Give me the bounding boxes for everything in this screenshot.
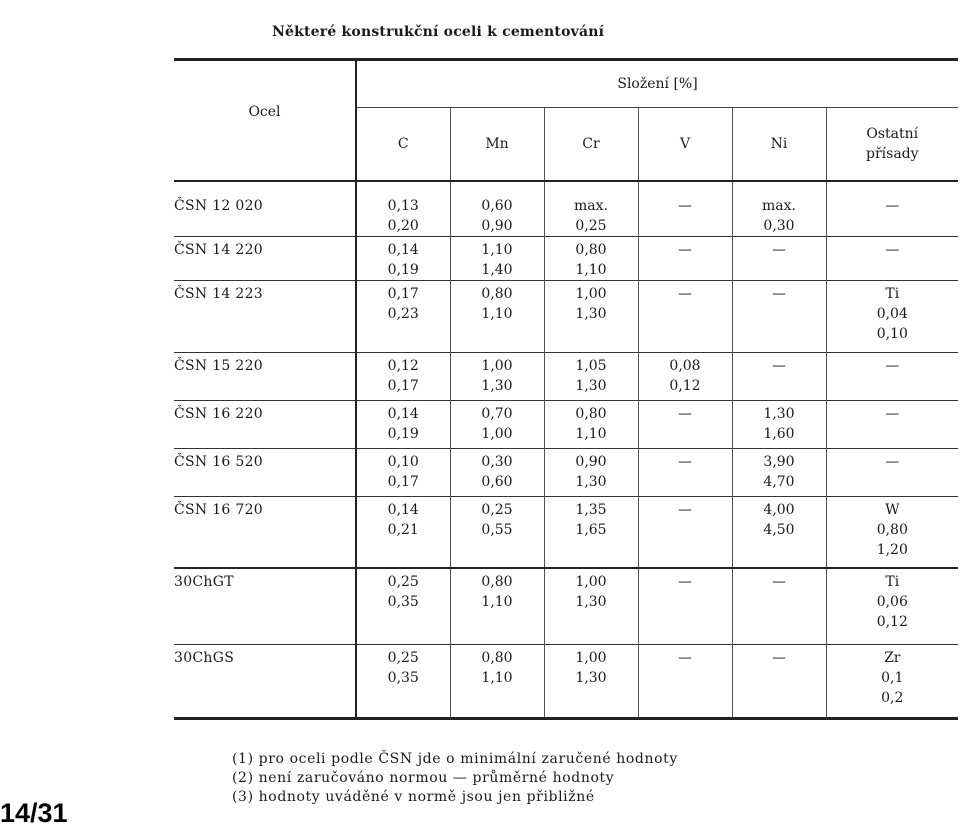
table-row: [174, 400, 958, 448]
cell-value: 0,80: [481, 649, 513, 666]
cell-cr: [544, 448, 638, 496]
cell-v: [638, 496, 732, 568]
cell-value: 1,10: [481, 305, 513, 322]
cell-v: [638, 448, 732, 496]
header-mn: Mn: [450, 108, 544, 181]
cell-value: —: [885, 357, 900, 374]
cell-value: 0,90: [575, 453, 607, 470]
cell-value: 0,12: [669, 377, 701, 394]
cell-value: 0,10: [876, 325, 908, 342]
cell-other: [826, 448, 958, 496]
cell-value: 1,10: [481, 241, 513, 258]
cell-value: 1,30: [481, 377, 513, 394]
cell-value: Ti: [885, 285, 900, 302]
cell-value: 1,10: [481, 594, 513, 610]
cell-other: [826, 400, 958, 448]
cell-mn: [450, 448, 544, 496]
cell-mn: [450, 181, 544, 237]
steel-name: ČSN 15 220: [174, 352, 356, 400]
footnotes: [232, 750, 678, 807]
cell-v: [638, 236, 732, 280]
cell-value: 0,25: [481, 501, 513, 518]
cell-value: 1,00: [481, 357, 513, 374]
cell-value: 1,00: [575, 285, 607, 302]
cell-value: W: [885, 501, 900, 518]
cell-value: 1,20: [876, 541, 908, 558]
cell-value: 0,2: [881, 689, 904, 706]
steel-name: ČSN 16 520: [174, 448, 356, 496]
cell-mn: [450, 568, 544, 644]
cell-value: 1,30: [575, 669, 607, 686]
cell-value: 0,35: [387, 669, 419, 686]
cell-value: —: [885, 241, 900, 258]
cell-value: 1,10: [481, 669, 513, 686]
cell-v: [638, 568, 732, 644]
table-row: [174, 496, 958, 568]
cell-value: Zr: [884, 649, 901, 666]
cell-value: 1,00: [575, 649, 607, 666]
cell-value: 0,10: [387, 453, 419, 470]
cell-value: max.: [762, 197, 796, 214]
cell-value: 0,55: [481, 521, 513, 538]
cell-value: 0,19: [387, 425, 419, 442]
cell-value: max.: [574, 197, 608, 214]
cell-c: [356, 400, 450, 448]
header-ocel: Ocel: [174, 60, 356, 181]
cell-value: —: [772, 285, 786, 302]
footnote-1: (1) pro oceli podle ČSN jde o minimální zaručené hodnoty: [232, 751, 678, 767]
cell-value: 1,05: [575, 357, 607, 374]
cell-cr: [544, 496, 638, 568]
cell-v: [638, 181, 732, 237]
header-cr: Cr: [544, 108, 638, 181]
cell-value: —: [678, 574, 692, 590]
cell-c: [356, 236, 450, 280]
cell-value: 0,20: [387, 217, 419, 234]
header-ni: Ni: [732, 108, 826, 181]
cell-value: 0,30: [481, 453, 513, 470]
cell-other: [826, 644, 958, 718]
cell-value: 0,13: [387, 197, 419, 214]
cell-value: 0,25: [387, 649, 419, 666]
cell-value: 0,19: [387, 261, 419, 278]
steel-composition-table: [174, 58, 958, 720]
table-row: [174, 236, 958, 280]
cell-ni: [732, 644, 826, 718]
table-body: [174, 181, 958, 719]
cell-value: 0,08: [669, 357, 701, 374]
cell-value: 1,00: [481, 425, 513, 442]
cell-mn: [450, 400, 544, 448]
cell-ni: [732, 448, 826, 496]
cell-value: —: [678, 241, 692, 258]
cell-ni: [732, 280, 826, 352]
cell-value: —: [772, 649, 786, 666]
cell-value: 1,10: [575, 261, 607, 278]
cell-value: 0,12: [387, 357, 419, 374]
cell-value: 0,17: [387, 473, 419, 490]
cell-ni: [732, 496, 826, 568]
cell-value: 0,25: [387, 574, 419, 590]
cell-cr: [544, 644, 638, 718]
cell-other: [826, 280, 958, 352]
cell-value: —: [772, 241, 786, 258]
cell-value: 0,21: [387, 521, 419, 538]
cell-cr: [544, 568, 638, 644]
cell-v: [638, 352, 732, 400]
cell-c: [356, 181, 450, 237]
steel-name: ČSN 14 220: [174, 236, 356, 280]
cell-cr: [544, 181, 638, 237]
cell-v: [638, 644, 732, 718]
cell-value: 1,30: [575, 473, 607, 490]
cell-value: —: [885, 405, 900, 422]
cell-value: Ti: [885, 574, 900, 590]
cell-value: 0,90: [481, 217, 513, 234]
cell-mn: [450, 352, 544, 400]
cell-c: [356, 280, 450, 352]
cell-value: 0,06: [876, 594, 908, 610]
cell-ni: [732, 568, 826, 644]
steel-name: 30ChGS: [174, 644, 356, 718]
cell-value: 0,14: [387, 241, 419, 258]
cell-other: [826, 181, 958, 237]
cell-value: 3,90: [763, 453, 795, 470]
cell-ni: [732, 181, 826, 237]
cell-c: [356, 448, 450, 496]
header-other: [826, 108, 958, 181]
cell-value: 0,80: [481, 285, 513, 302]
cell-other: [826, 568, 958, 644]
cell-v: [638, 400, 732, 448]
header-slozeni: Složení [%]: [356, 60, 958, 108]
cell-c: [356, 644, 450, 718]
cell-value: 0,60: [481, 197, 513, 214]
table-row: [174, 181, 958, 237]
cell-value: 0,80: [481, 574, 513, 590]
cell-value: 0,35: [387, 594, 419, 610]
cell-cr: [544, 236, 638, 280]
cell-value: 1,30: [575, 305, 607, 322]
steel-name: 30ChGT: [174, 568, 356, 644]
cell-value: 0,25: [575, 217, 607, 234]
cell-value: 0,1: [881, 669, 904, 686]
cell-cr: [544, 280, 638, 352]
cell-v: [638, 280, 732, 352]
cell-value: 0,80: [876, 521, 908, 538]
header-other-line1: Ostatní: [866, 125, 919, 142]
cell-value: 0,12: [876, 614, 908, 630]
cell-value: 0,14: [387, 501, 419, 518]
table-title: Některé konstrukční oceli k cementování: [272, 24, 605, 40]
cell-ni: [732, 400, 826, 448]
cell-value: —: [885, 197, 900, 214]
cell-value: —: [678, 285, 692, 302]
cell-value: 0,70: [481, 405, 513, 422]
cell-value: —: [678, 405, 692, 422]
cell-value: 1,60: [763, 425, 795, 442]
cell-value: 1,40: [481, 261, 513, 278]
cell-c: [356, 496, 450, 568]
table-row: [174, 568, 958, 644]
cell-value: 0,60: [481, 473, 513, 490]
footnote-3: (3) hodnoty uváděné v normě jsou jen přibližné: [232, 789, 595, 805]
cell-mn: [450, 644, 544, 718]
cell-value: 0,04: [876, 305, 908, 322]
cell-value: 1,30: [575, 594, 607, 610]
table-row: [174, 448, 958, 496]
cell-value: 1,00: [575, 574, 607, 590]
cell-cr: [544, 400, 638, 448]
header-other-line2: přísady: [866, 145, 919, 162]
table-row: [174, 280, 958, 352]
steel-name: ČSN 14 223: [174, 280, 356, 352]
table-row: [174, 352, 958, 400]
cell-value: —: [678, 649, 692, 666]
cell-mn: [450, 280, 544, 352]
page-number: 14/31: [0, 798, 68, 828]
cell-value: —: [885, 453, 900, 470]
cell-value: 0,23: [387, 305, 419, 322]
cell-c: [356, 352, 450, 400]
cell-other: [826, 236, 958, 280]
cell-cr: [544, 352, 638, 400]
cell-c: [356, 568, 450, 644]
cell-value: 1,30: [575, 377, 607, 394]
table-row: [174, 644, 958, 718]
cell-value: 4,00: [763, 501, 795, 518]
header-v: V: [638, 108, 732, 181]
cell-value: —: [772, 357, 786, 374]
header-c: C: [356, 108, 450, 181]
cell-value: 1,65: [575, 521, 607, 538]
steel-name: ČSN 16 220: [174, 400, 356, 448]
cell-value: —: [772, 574, 786, 590]
footnote-2: (2) není zaručováno normou — průměrné hodnoty: [232, 770, 615, 786]
cell-value: 1,30: [763, 405, 795, 422]
steel-name: ČSN 16 720: [174, 496, 356, 568]
cell-value: 1,10: [575, 425, 607, 442]
cell-other: [826, 496, 958, 568]
cell-value: 4,50: [763, 521, 795, 538]
steel-name: ČSN 12 020: [174, 181, 356, 237]
cell-value: 0,30: [763, 217, 795, 234]
cell-value: 0,80: [575, 405, 607, 422]
cell-mn: [450, 236, 544, 280]
cell-value: 0,14: [387, 405, 419, 422]
cell-value: —: [678, 453, 692, 470]
cell-other: [826, 352, 958, 400]
cell-value: 4,70: [763, 473, 795, 490]
cell-value: —: [678, 197, 692, 214]
cell-ni: [732, 236, 826, 280]
cell-mn: [450, 496, 544, 568]
cell-value: 0,17: [387, 285, 419, 302]
cell-value: —: [678, 501, 692, 518]
cell-ni: [732, 352, 826, 400]
cell-value: 1,35: [575, 501, 607, 518]
cell-value: 0,80: [575, 241, 607, 258]
cell-value: 0,17: [387, 377, 419, 394]
